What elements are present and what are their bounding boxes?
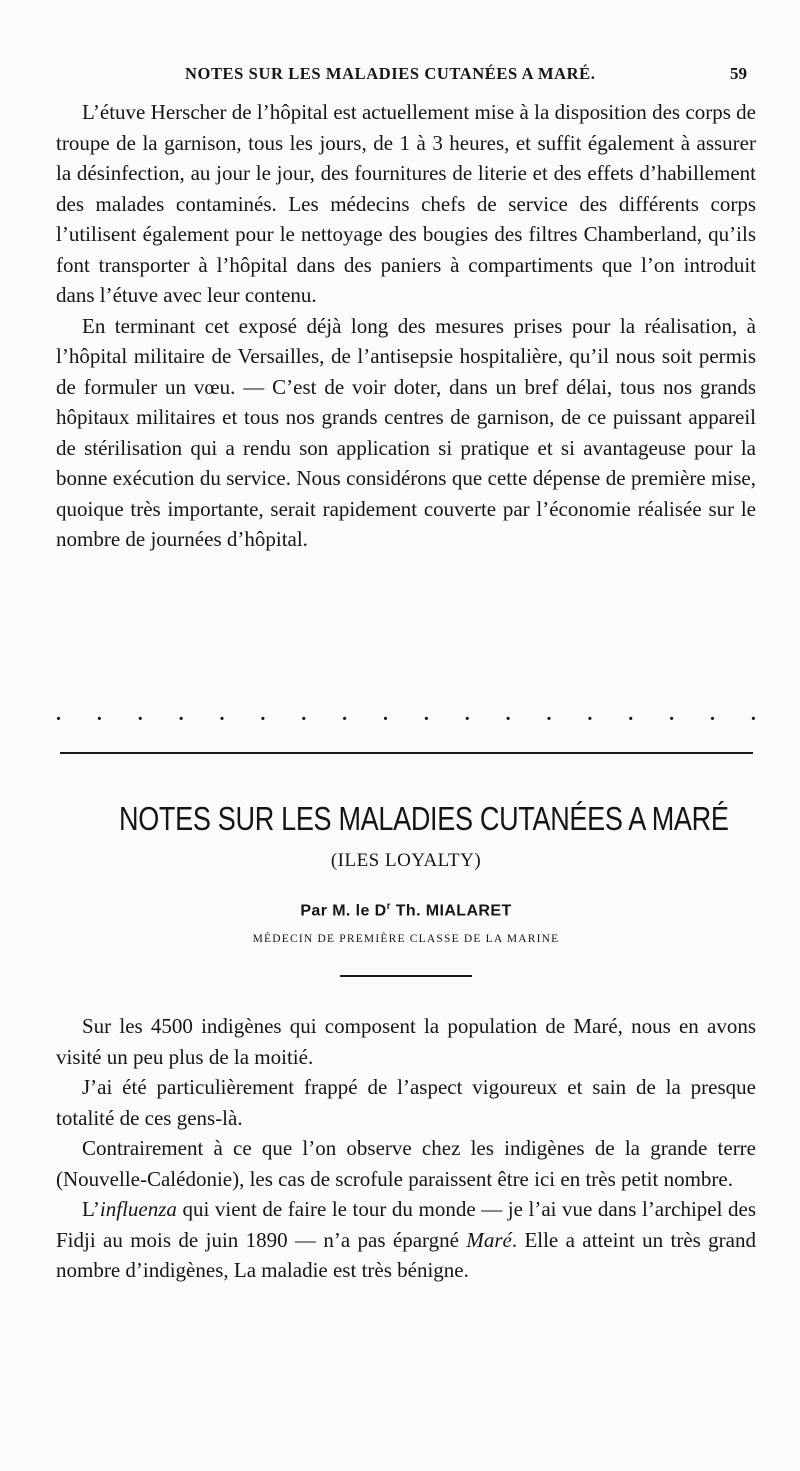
title-rule <box>340 975 472 977</box>
ellipsis-dot: . <box>219 703 225 725</box>
byline-superscript: r <box>386 901 391 912</box>
italic-place: Maré <box>466 1227 512 1252</box>
ellipsis-dot: . <box>342 703 348 725</box>
ellipsis-dot: . <box>587 703 593 725</box>
ellipsis-dot: . <box>56 703 61 725</box>
ellipsis-dot: . <box>301 703 307 725</box>
running-title: NOTES SUR LES MALADIES CUTANÉES A MARÉ. <box>185 64 596 83</box>
paragraph: L’étuve Herscher de l’hôpital est actuellement mise à la disposition des corps de troupe de la garnison, tous les jours, de 1 à 3 heures, et suffit également à assurer la désinfection, au jour le jour, des fournitures de literie et des effets d’habillement des malades contaminés. Les médecins chefs de service des différents corps l’utilisent également pour le nettoyage des bougies des filtres Chamberland, qu’ils font transporter à l’hôpital dans des paniers à compartiments que l’on introduit dans l’étuve avec leur contenu. <box>56 100 756 307</box>
text-run: L’ <box>82 1197 100 1221</box>
ellipsis-dot: . <box>383 703 388 725</box>
ellipsis-dot: . <box>669 703 675 725</box>
italic-term: influenza <box>99 1197 177 1221</box>
byline-author-name: Th. MIALARET <box>390 902 512 920</box>
previous-article-text <box>56 97 756 555</box>
ellipsis-dot: . <box>750 703 756 725</box>
ellipsis-dot: . <box>464 703 470 725</box>
ellipsis-dot: . <box>710 703 715 725</box>
paragraph <box>56 1194 756 1286</box>
section-divider <box>60 752 753 754</box>
text-run: qui vient de faire le tour du monde — je l’ai vue dans l’archipel des Fidji au mois de juin 1890 — n’a pas épargné <box>56 1197 756 1252</box>
article-body <box>56 1011 756 1286</box>
paragraph: Contrairement à ce que l’on observe chez les indigènes de la grande terre (Nouvelle-Calédonie), les cas de scrofule paraissent être ici en très petit nombre. <box>56 1136 756 1191</box>
author-byline <box>56 901 756 920</box>
ellipsis-dot: . <box>137 703 143 725</box>
ellipsis-dot: . <box>628 703 634 725</box>
ellipsis-dot: . <box>546 703 552 725</box>
article-title: NOTES SUR LES MALADIES CUTANÉES A MARÉ <box>119 800 729 837</box>
page-number: 59 <box>730 64 747 83</box>
byline-prefix: Par M. le D <box>300 902 387 920</box>
ellipsis-dot: . <box>505 703 511 725</box>
author-affiliation: MÉDECIN DE PREMIÈRE CLASSE DE LA MARINE <box>252 933 560 945</box>
ellipsis-dot: . <box>96 703 102 725</box>
ellipsis-dot: . <box>260 703 266 725</box>
ellipsis-dot: . <box>423 703 429 725</box>
ellipsis-dot: . <box>178 703 184 725</box>
ellipsis-leaders <box>56 703 756 726</box>
paragraph: En terminant cet exposé déjà long des mesures prises pour la réalisation, à l’hôpital militaire de Versailles, de l’antisepsie hospitalière, qu’il nous soit permis de formuler un vœu. — C’est de voir doter, dans un bref délai, tous nos grands hôpitaux militaires et tous nos grands centres de garnison, de ce puissant appareil de stérilisation qui a rendu son application si pratique et si avantageuse pour la bonne exécution du service. Nous considérons que cette dépense de première mise, quoique très importante, serait rapidement couverte par l’économie réalisée sur le nombre de journées d’hôpital. <box>56 313 756 551</box>
paragraph: J’ai été particulièrement frappé de l’aspect vigoureux et sain de la presque totalité de ces gens-là. <box>56 1075 756 1130</box>
article-subtitle: (ILES LOYALTY) <box>330 850 482 871</box>
paragraph: Sur les 4500 indigènes qui composent la population de Maré, nous en avons visité un peu plus de la moitié. <box>56 1014 756 1069</box>
text-run: . Elle a atteint un très grand nombre d’indigènes, La maladie est très bénigne. <box>56 1227 756 1282</box>
